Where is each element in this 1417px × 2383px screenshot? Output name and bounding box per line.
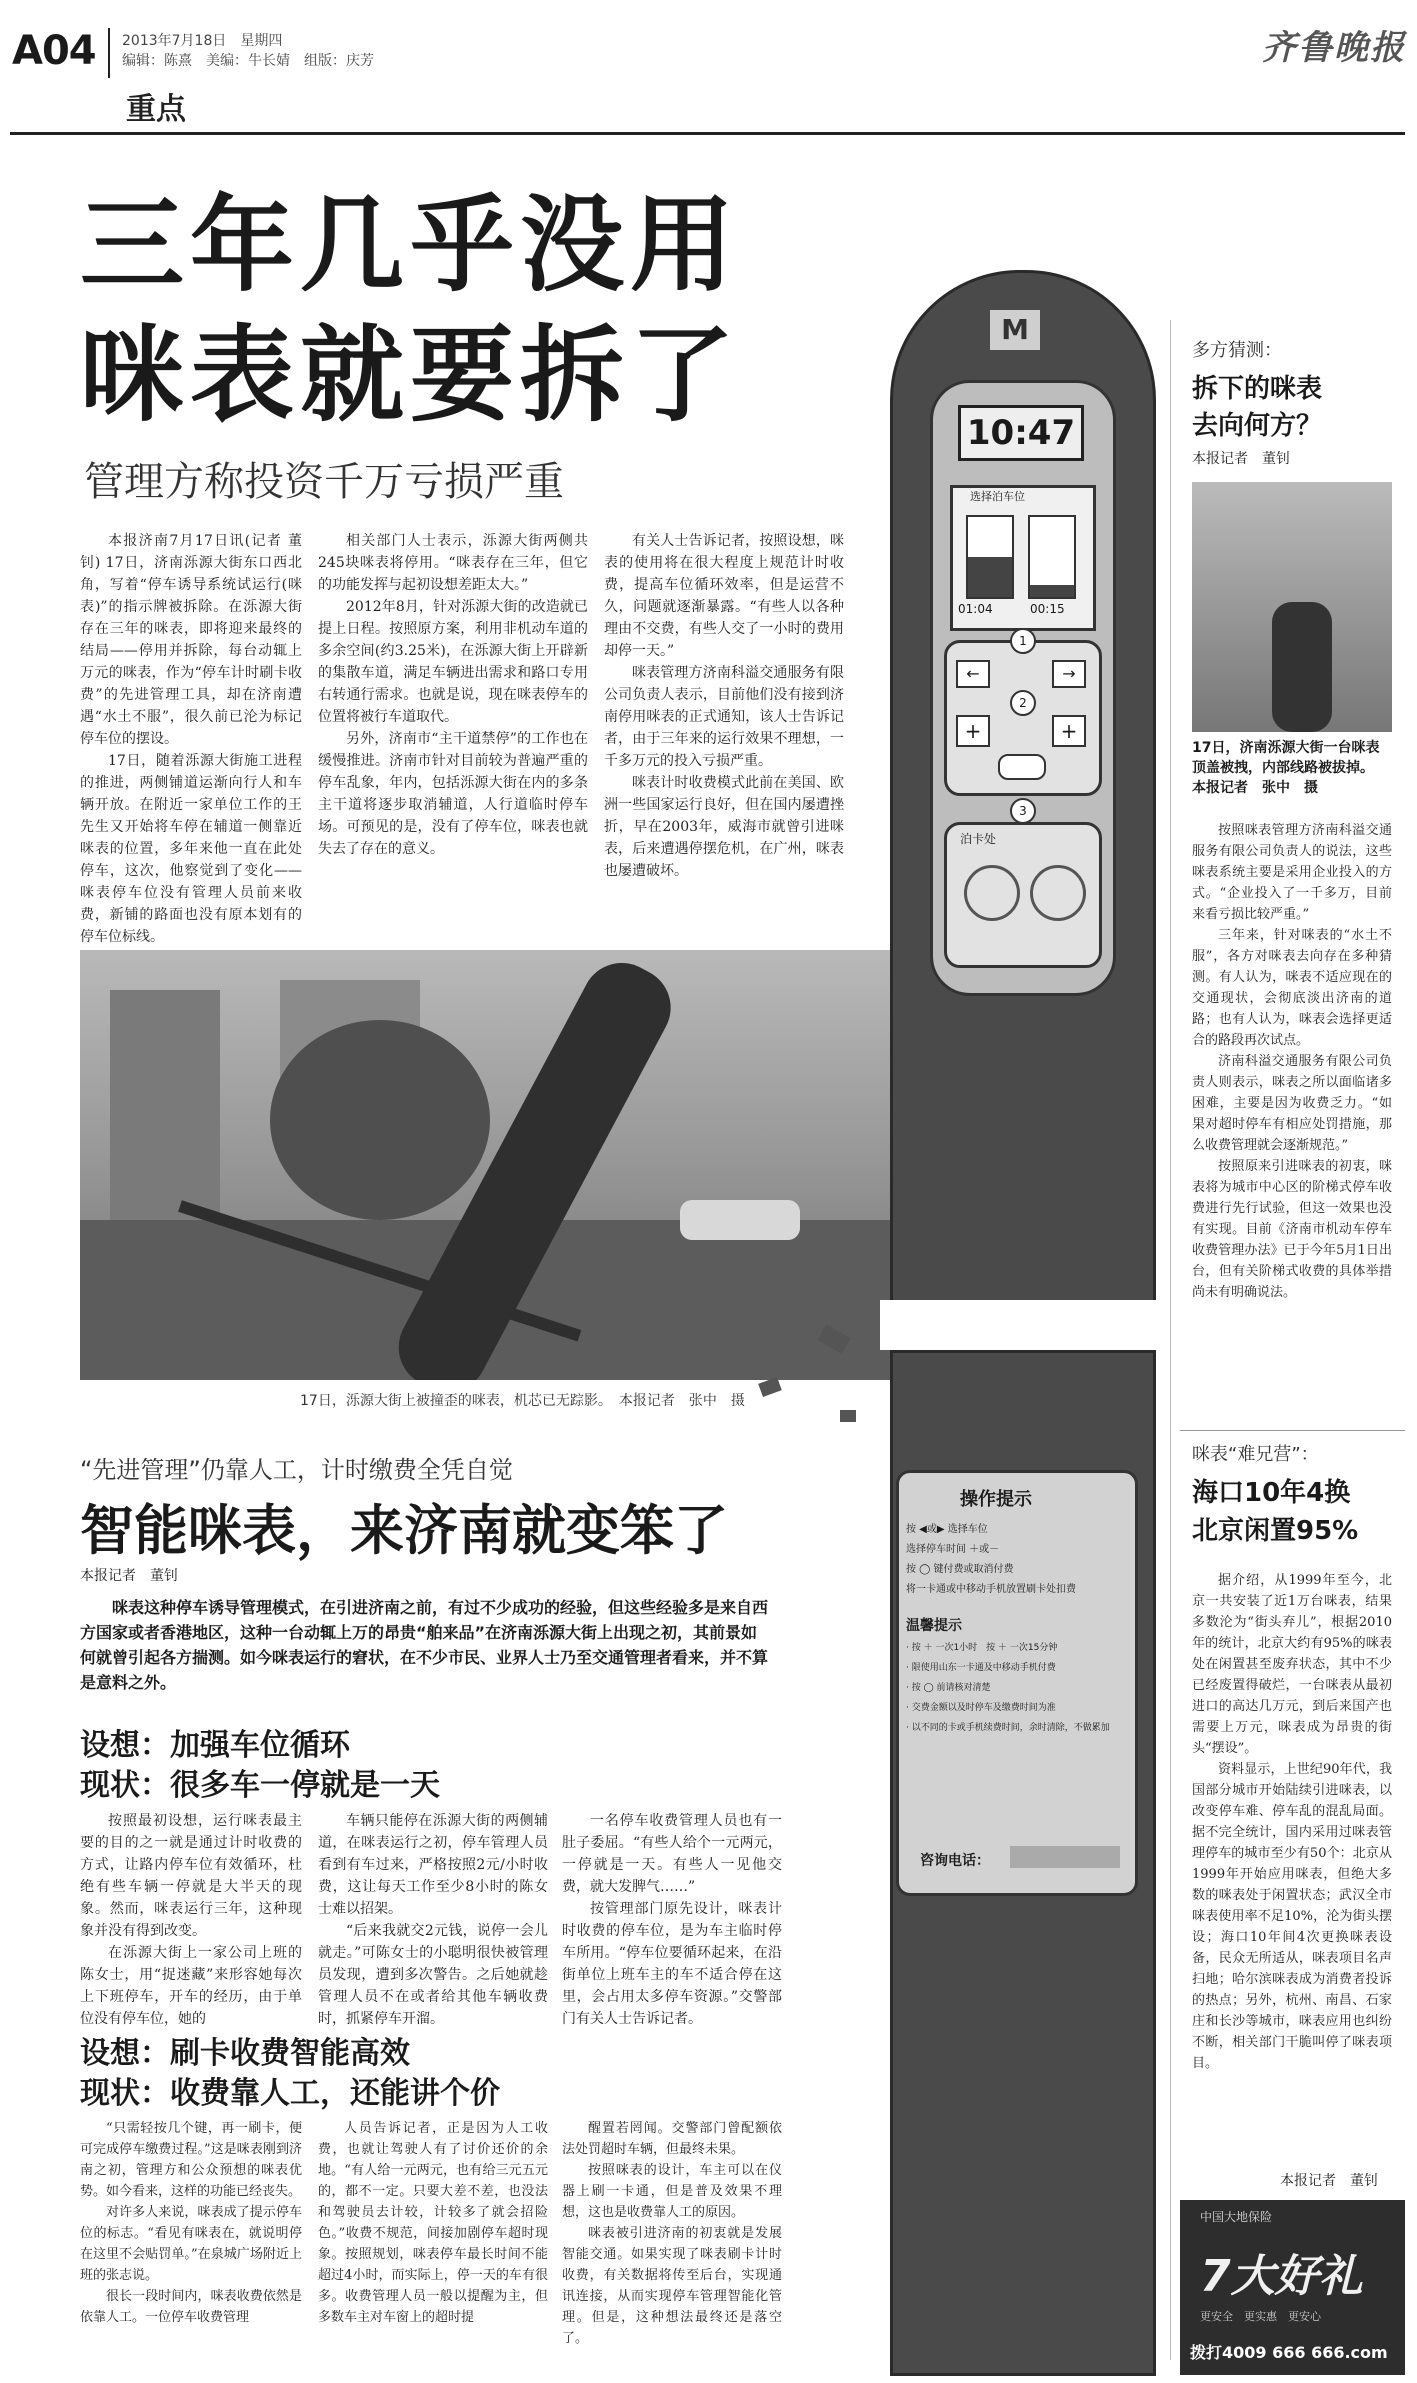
warm-tips-list	[906, 1638, 1126, 1738]
sidebar-body-2	[1192, 1570, 1392, 2074]
body-paragraph: 咪表被引进济南的初衷就是发展智能交通。如果实现了咪表刷卡计时收费，有关数据将传至后台，实现通讯连接，从而实现停车管理智能化管理。但是，这种想法最终还是落空了。	[562, 2226, 782, 2346]
body-paragraph: 很长一段时间内，咪表收费依然是依靠人工。一位停车收费管理	[80, 2289, 302, 2325]
sidebar-body	[1192, 820, 1392, 1303]
meter-step2-badge: 2	[1010, 690, 1036, 716]
meter-bar-right	[1028, 515, 1076, 599]
second-kicker: “先进管理”仍靠人工，计时缴费全凭自觉	[80, 1456, 513, 1484]
meter-confirm-button[interactable]	[998, 754, 1046, 780]
body-paragraph: 在泺源大街上一家公司上班的陈女士，用“捉迷藏”来形容她每次上下班停车，开车的经历，由于单位没有停车位，她的	[80, 1945, 302, 2027]
sidebar-paragraph: 按照咪表管理方济南科溢交通服务有限公司负责人的说法，这些咪表系统主要是采用企业投入的方式。“企业投入了一千多万，目前来看亏损比较严重。”	[1192, 823, 1392, 922]
sidebar-paragraph: 按照原来引进咪表的初衷，咪表将为城市中心区的阶梯式停车收费进行先行试验，但这一效果也没有实现。目前《济南市机动车停车收费管理办法》已于今年5月1日出台，但有关阶梯式收费的具体举措尚未有明确说法。	[1192, 1159, 1392, 1300]
s2-column-3	[562, 2118, 782, 2349]
sidebar-kicker: 多方猜测：	[1192, 340, 1282, 361]
damaged-meter-photo	[80, 950, 940, 1380]
sidebar-paragraph: 据介绍，从1999年至今，北京一共安装了近1万台咪表，结果多数沦为“街头弃儿”，根据2010年的统计，北京大约有95%的咪表处在闲置甚至废弃状态，其中不少已经废置得破烂，一台咪表从最初进口的高达几万元，到后来国产也需要上万元，咪表成为昂贵的街头“摆设”。	[1192, 1573, 1392, 1756]
photo-car	[680, 1200, 800, 1240]
body-paragraph: 按照咪表的设计，车主可以在仪器上刷一卡通，但是普及效果不理想，这也是收费靠人工的原因。	[562, 2163, 782, 2220]
parking-meter-graphic	[880, 270, 1160, 2370]
s1-column-2	[318, 1810, 548, 2030]
sidebar-paragraph: 济南科溢交通服务有限公司负责人则表示，咪表之所以面临诸多困难，主要是因为收费乏力。“如果对超时停车有相应处罚措施，那么收费管理就会逐渐规范。”	[1192, 1054, 1392, 1153]
lead-photo-caption: 17日，泺源大街上被撞歪的咪表，机芯已无踪影。 本报记者 张中 摄	[300, 1393, 745, 1409]
mobile-logo-icon	[964, 865, 1020, 921]
body-paragraph: “后来我就交2元钱，说停一会儿就走。”可陈女士的小聪明很快被管理员发现，遭到多次警告。之后她就趁管理人员不在或者给其他车辆收费时，抓紧停车开溜。	[318, 1923, 548, 2027]
s1-column-3	[562, 1810, 782, 2030]
editors-line: 编辑：陈熹 美编：牛长婧 组版：庆芳	[122, 53, 374, 69]
sidebar-headline-line1: 拆下的咪表	[1192, 374, 1323, 404]
sidebar-byline: 本报记者 董钊	[1192, 451, 1290, 467]
body-paragraph: 对许多人来说，咪表成了提示停车位的标志。“看见有咪表在，就说明停在这里不会贴罚单。”在泉城广场附近上班的张志说。	[80, 2205, 302, 2283]
sidebar-paragraph: 资料显示，上世纪90年代，我国部分城市开始陆续引进咪表，以改变停车难、停车乱的混乱局面。据不完全统计，国内采用过咪表管理停车的城市至少有50个：北京从1999年开始应用咪表，但绝大多数的咪表处于闲置状态；武汉全市咪表使用率不足10%，沦为街头摆设；海口10年间4次更换咪表设备，民众无所适从，咪表项目名声扫地；哈尔滨咪表成为消费者投诉的热点；另外，杭州、南昌、石家庄和长沙等城市，咪表应用也纠纷不断，相关部门干脆叫停了咪表项目。	[1192, 1762, 1392, 2071]
warm-tip: · 按 ◯ 前请核对清楚	[906, 1683, 991, 1693]
body-paragraph: 人员告诉记者，正是因为人工收费，也就让驾驶人有了讨价还价的余地。“有人给一元两元，也有给三元五元的，都不一定。只要大差不差，也没法和驾驶员去计较，计较多了就会招险色。”收费不规范，间接加剧停车超时现象。按照规划，咪表停车最长时间不能超过4小时，而实际上，停一天的车有很多。收费管理人员一般以提醒为主，但多数车主对车窗上的超时提	[318, 2121, 548, 2325]
sidebar-headline2-line1: 海口10年4换	[1192, 1478, 1351, 1508]
body-paragraph: 车辆只能停在泺源大街的两侧辅道，在咪表运行之初，停车管理人员看到有车过来，严格按照2元/小时收费，这让每天工作至少8小时的陈女士难以招架。	[318, 1813, 548, 1917]
meter-card-label: 泊卡处	[960, 832, 997, 846]
lead-column-1	[80, 530, 302, 948]
instruction-step: 按 ◀或▶ 选择车位	[906, 1524, 988, 1535]
lead-column-2	[318, 530, 588, 860]
lead-paragraph: 相关部门人士表示，泺源大街两侧共245块咪表将停用。“咪表存在三年，但它的功能发挥与起初设想差距太大。”	[318, 533, 588, 593]
sidebar-headline2-line2: 北京闲置95%	[1192, 1516, 1359, 1546]
warm-tips-title: 温馨提示	[906, 1618, 962, 1634]
lead-paragraph: 本报济南7月17日讯(记者 董钊) 17日，济南泺源大街东口西北角，写着“停车诱导系统试运行(咪表)”的指示牌被拆除。在泺源大街存在三年的咪表，即将迎来最终的结局——停用并拆除，每台动辄上万元的咪表，作为“停车计时刷卡收费”的先进管理工具，却在济南遭遇“水土不服”，很久前已沦为标记停车位的摆设。	[80, 533, 302, 747]
warm-tip: · 按 ＋ 一次1小时 按 ＋ 一次15分钟	[906, 1643, 1058, 1653]
photo-tree	[270, 1020, 490, 1220]
lead-subhead: 管理方称投资千万亏损严重	[84, 459, 564, 505]
insurance-ad[interactable]	[1180, 2200, 1405, 2375]
lead-headline-line1: 三年几乎没用	[80, 184, 741, 306]
warm-tip: · 以不同的卡或手机续费时间，余时清除，不做累加	[906, 1723, 1110, 1733]
body-paragraph: 一名停车收费管理人员也有一肚子委屈。“有些人给个一元两元，一停就是一天。有些人一见他交费，就大发脾气……”	[562, 1813, 782, 1895]
second-headline: 智能咪表，来济南就变笨了	[80, 1499, 728, 1562]
second-byline: 本报记者 董钊	[80, 1568, 178, 1584]
sidebar-headline-line2: 去向何方？	[1192, 411, 1323, 441]
masthead-rule	[10, 132, 1405, 135]
instruction-title: 操作提示	[960, 1489, 1032, 1510]
lead-paragraph: 另外，济南市“主干道禁停”的工作也在缓慢推进。济南市针对目前较为普遍严重的停车乱象，年内，包括泺源大街在内的多条主干道将逐步取消辅道，人行道临时停车场。可预见的是，没有了停车位，咪表也就失去了存在的意义。	[318, 731, 588, 857]
s2-column-1	[80, 2118, 302, 2328]
meter-left-arrow-icon[interactable]: ←	[956, 660, 990, 688]
date-line: 2013年7月18日 星期四	[122, 33, 283, 49]
s1-column-1	[80, 1810, 302, 2030]
meter-bar-left	[966, 515, 1014, 599]
paper-name-logo: 齐鲁晚报	[1262, 28, 1406, 68]
sidebar-photo-meter	[1272, 602, 1332, 732]
meter-step3-badge: 3	[1010, 798, 1036, 824]
sidebar-photo-caption: 17日，济南泺源大街一台咪表顶盖被拽，内部线路被拔掉。 本报记者 张中 摄	[1192, 740, 1381, 796]
meter-time-left: 01:04	[958, 602, 993, 616]
instruction-steps	[906, 1520, 1126, 1600]
meter-right-arrow-icon[interactable]: →	[1052, 660, 1086, 688]
subhead-1-plan: 设想：加强车位循环	[80, 1728, 350, 1763]
body-paragraph: 按照最初设想，运行咪表最主要的目的之一就是通过计时收费的方式，让路内停车位有效循环，杜绝有些车辆一停就是大半天的现象。然而，咪表运行三年，这种现象并没有得到改变。	[80, 1813, 302, 1939]
meter-debris-2	[758, 1377, 782, 1397]
sidebar-divider	[1170, 320, 1171, 2360]
instruction-step: 按 ◯ 键付费或取消付费	[906, 1564, 1014, 1575]
page-number: A04	[12, 28, 96, 74]
subhead-1-reality: 现状：很多车一停就是一天	[80, 1768, 440, 1803]
body-paragraph: 醒置若罔闻。交警部门曾配额依法处罚超时车辆，但最终未果。	[562, 2121, 782, 2157]
masthead-divider	[108, 28, 110, 78]
meter-plus-minute-icon[interactable]: +	[1052, 715, 1086, 747]
body-paragraph: “只需轻按几个键，再一刷卡，便可完成停车缴费过程。”这是咪表刚到济南之初，管理方和公众预想的咪表优势。如今看来，这样的功能已经丧失。	[80, 2121, 302, 2199]
ad-phone: 拨打4009 666 666.com	[1190, 2343, 1388, 2362]
consult-phone-label: 咨询电话：	[920, 1853, 990, 1869]
meter-clock: 10:47	[958, 405, 1084, 461]
lead-paragraph: 咪表计时收费模式此前在美国、欧洲一些国家运行良好，但在国内屡遭挫折，早在2003年，威海市就曾引进咪表，后来遭遇停摆危机，在广州，咪表也屡遭破坏。	[604, 775, 844, 879]
meter-crack-gap	[880, 1300, 1160, 1350]
sidebar-kicker-2: 咪表“难兄营”：	[1192, 1444, 1319, 1465]
instruction-step: 将一卡通或中移动手机放置刷卡处扣费	[906, 1584, 1076, 1595]
meter-step1-badge: 1	[1010, 628, 1036, 654]
consult-phone-blur	[1010, 1846, 1120, 1868]
subhead-2-plan: 设想：刷卡收费智能高效	[80, 2036, 410, 2071]
lead-column-3	[604, 530, 844, 882]
ad-brand: 中国大地保险	[1200, 2210, 1273, 2224]
lead-paragraph: 17日，随着泺源大街施工进程的推进，两侧铺道运渐向行人和车辆开放。在附近一家单位工作的王先生又开始将车停在辅道一侧靠近咪表的位置，多年来他一直在此处停车，这次，他察觉到了变化——咪表停车位没有管理人员前来收费，新铺的路面也没有原本划有的停车位标线。	[80, 753, 302, 945]
lead-paragraph: 咪表管理方济南科溢交通服务有限公司负责人表示，目前他们没有接到济南停用咪表的正式通知，该人士告诉记者，由于三年来的运行效果不理想，一千多万元的投入亏损严重。	[604, 665, 844, 769]
body-paragraph: 按管理部门原先设计，咪表计时收费的停车位，是为车主临时停车所用。“停车位要循环起来，在沿街单位上班车主的车不适合停在这里，会占用太多停车资源。”交警部门有关人士告诉记者。	[562, 1901, 782, 2027]
sidebar-byline-2: 本报记者 董钊	[1280, 2173, 1378, 2189]
second-intro: 咪表这种停车诱导管理模式，在引进济南之前，有过不少成功的经验，但这些经验多是来自西方国家或者香港地区，这种一台动辄上万的昂贵“舶来品”在济南泺源大街上出现之初，其前景如何就曾引起各方揣测。如今咪表运行的窘状，在不少市民、业界人士乃至交通管理者看来，并不算是意料之外。	[80, 1598, 769, 1692]
s2-column-2	[318, 2118, 548, 2328]
ad-sub-text: 更安全 更实惠 更安心	[1200, 2310, 1321, 2323]
section-label: 重点	[126, 92, 186, 127]
meter-choose-label: 选择泊车位	[970, 490, 1025, 503]
lead-paragraph: 有关人士告诉记者，按照设想，咪表的使用将在很大程度上规范计时收费，提高车位循环效率，但是运营不久，问题就逐渐暴露。“有些人以各种理由不交费，有些人交了一小时的费用却停一天。”	[604, 533, 844, 659]
subhead-2-reality: 现状：收费靠人工，还能讲个价	[80, 2076, 500, 2111]
meter-plus-hour-icon[interactable]: +	[956, 715, 990, 747]
lead-paragraph: 2012年8月，针对泺源大街的改造就已提上日程。按照原方案，利用非机动车道的多余空间(约3.25米)，在泺源大街上开辟新的集散车道，满足车辆进出需求和路口专用右转通行需求。也就是说，现在咪表停车的位置将被行车道取代。	[318, 599, 588, 725]
sidebar-paragraph: 三年来，针对咪表的“水土不服”，各方对咪表去向存在多种猜测。有人认为，咪表不适应现在的交通现状，会彻底淡出济南的道路；也有人认为，咪表会选择更适合的路段再次试点。	[1192, 928, 1392, 1048]
photo-building-left	[110, 990, 220, 1220]
ad-main-text: 7大好礼	[1200, 2251, 1363, 2302]
meter-logo-icon: M	[990, 310, 1040, 350]
meter-time-right: 00:15	[1030, 602, 1065, 616]
warm-tip: · 限使用山东一卡通及中移动手机付费	[906, 1663, 1056, 1673]
card-logo-icon	[1030, 865, 1086, 921]
meter-debris-3	[840, 1410, 856, 1422]
sidebar-meter-photo	[1192, 482, 1392, 732]
lead-headline-line2: 咪表就要拆了	[80, 314, 741, 436]
sidebar-rule	[1180, 1430, 1405, 1431]
warm-tip: · 交费金额以及时停车及缴费时间为准	[906, 1703, 1056, 1713]
instruction-step: 选择停车时间 ＋或－	[906, 1544, 1000, 1555]
